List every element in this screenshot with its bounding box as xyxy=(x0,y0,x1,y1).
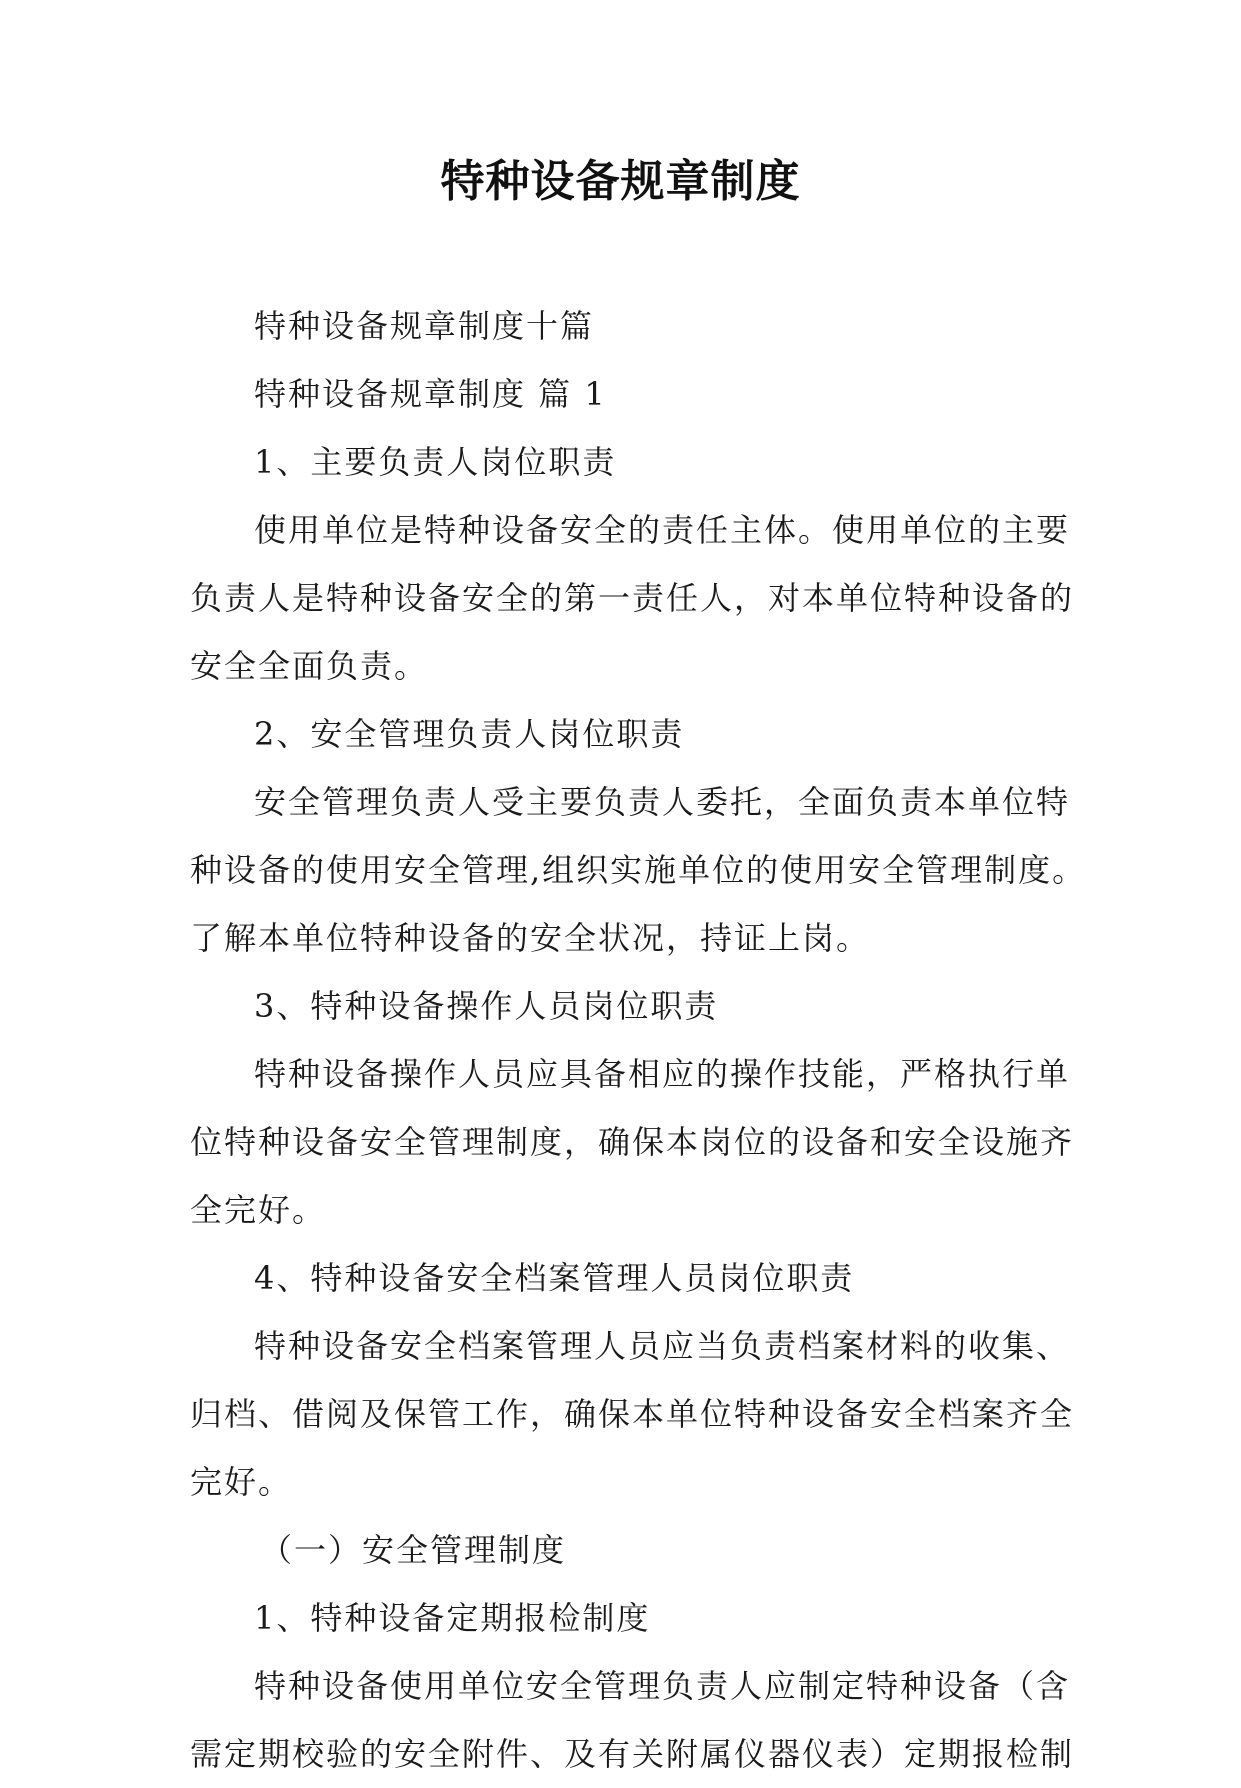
paragraph-line: 特种设备操作人员应具备相应的操作技能，严格执行单 xyxy=(254,1055,1071,1093)
document-body xyxy=(190,292,1087,1788)
paragraph-line: 完好。 xyxy=(190,1463,293,1501)
paragraph-line: 全完好。 xyxy=(190,1191,327,1229)
paragraph-line: 特种设备使用单位安全管理负责人应制定特种设备（含 xyxy=(254,1667,1071,1705)
paragraph-line: 位特种设备安全管理制度，确保本岗位的设备和安全设施齐 xyxy=(190,1123,1075,1161)
document-title: 特种设备规章制度 xyxy=(440,156,801,207)
paragraph-line: 了解本单位特种设备的安全状况，持证上岗。 xyxy=(190,919,871,957)
paragraph-line: 3、特种设备操作人员岗位职责 xyxy=(254,987,719,1025)
paragraph-line: 特种设备安全档案管理人员应当负责档案材料的收集、 xyxy=(254,1327,1071,1365)
paragraph-line: 特种设备规章制度十篇 xyxy=(254,307,595,345)
paragraph-line: 2、安全管理负责人岗位职责 xyxy=(254,715,685,753)
paragraph-line: 使用单位是特种设备安全的责任主体。使用单位的主要 xyxy=(254,511,1071,549)
paragraph-line: 特种设备规章制度 篇 1 xyxy=(254,375,607,413)
paragraph-line: 安全管理负责人受主要负责人委托，全面负责本单位特 xyxy=(254,783,1071,821)
paragraph-line: 归档、借阅及保管工作，确保本单位特种设备安全档案齐全 xyxy=(190,1395,1075,1433)
paragraph-line: 安全全面负责。 xyxy=(190,647,429,685)
paragraph-line: 1、特种设备定期报检制度 xyxy=(254,1599,651,1637)
paragraph-line: 需定期校验的安全附件、及有关附属仪器仪表）定期报检制 xyxy=(190,1735,1075,1773)
paragraph-line: 4、特种设备安全档案管理人员岗位职责 xyxy=(254,1259,855,1297)
paragraph-line: 负责人是特种设备安全的第一责任人，对本单位特种设备的 xyxy=(190,579,1075,617)
paragraph-line: 1、主要负责人岗位职责 xyxy=(254,443,617,481)
paragraph-line: 种设备的使用安全管理,组织实施单位的使用安全管理制度。 xyxy=(190,851,1087,889)
section-heading: （一）安全管理制度 xyxy=(260,1531,567,1569)
